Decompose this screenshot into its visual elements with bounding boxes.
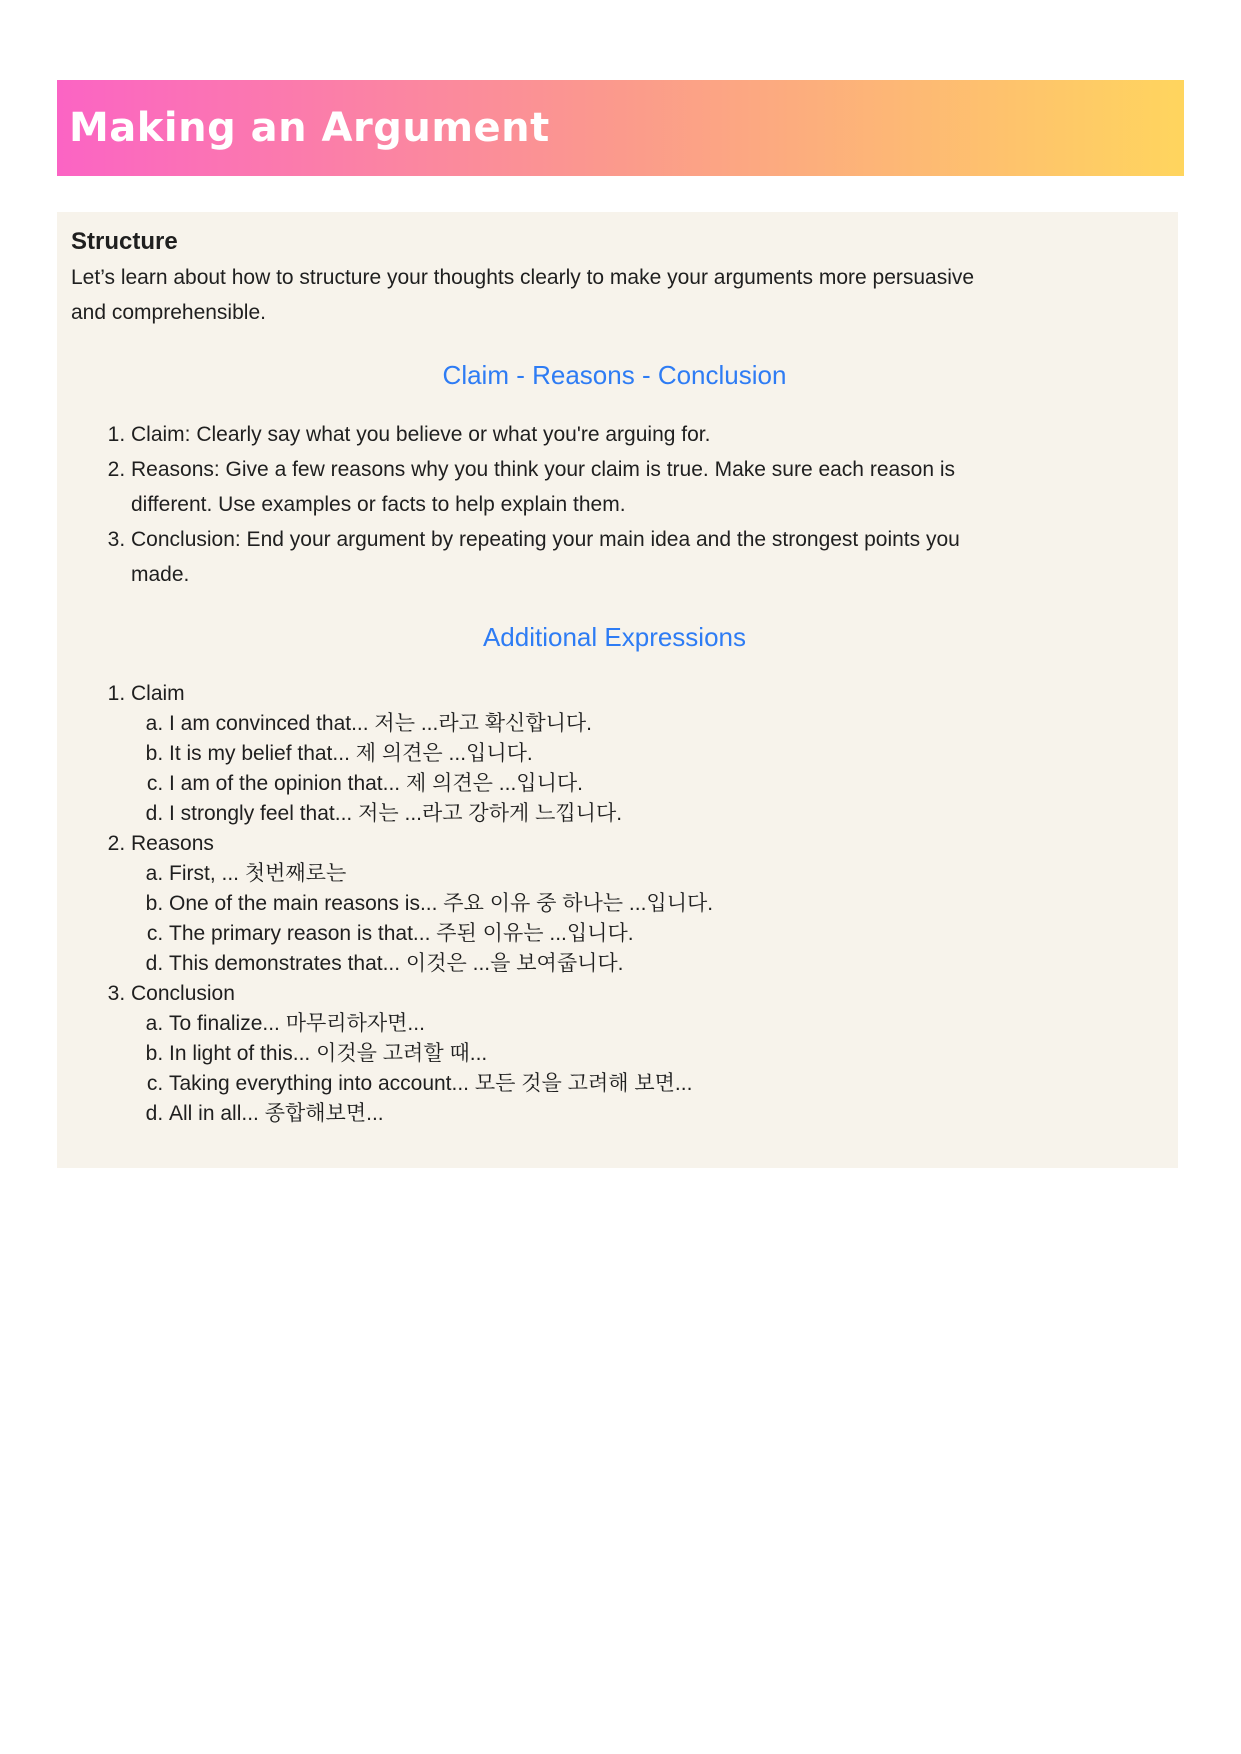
- expression-group-reasons: [131, 829, 1158, 979]
- expression-group-label: Claim: [131, 682, 185, 705]
- structure-step: 3. Conclusion: End your argument by repeating your main idea and the strongest points you made.: [131, 522, 976, 592]
- page-title: Making an Argument: [69, 105, 550, 151]
- expression-item: b. In light of this... 이것을 고려할 때...: [169, 1039, 1158, 1069]
- structure-steps-list: [71, 417, 1158, 592]
- expression-group-label: Conclusion: [131, 982, 235, 1005]
- claim-reasons-conclusion-heading: Claim - Reasons - Conclusion: [442, 360, 787, 390]
- expression-item: b. It is my belief that... 제 의견은 ...입니다.: [169, 739, 1158, 769]
- expression-item: d. This demonstrates that... 이것은 ...을 보여줍니다.: [169, 949, 1158, 979]
- expression-item: a. First, ... 첫번째로는: [169, 859, 1158, 889]
- structure-heading: Structure: [71, 228, 178, 255]
- expression-item: a. To finalize... 마무리하자면...: [169, 1009, 1158, 1039]
- structure-step: 2. Reasons: Give a few reasons why you think your claim is true. Make sure each reason is different. Use examples or facts to help explain them.: [131, 452, 976, 522]
- expression-item: c. Taking everything into account... 모든 것을 고려해 보면...: [169, 1069, 1158, 1099]
- reasons-expressions: [131, 859, 1158, 979]
- title-banner: [57, 80, 1184, 176]
- expression-item: c. The primary reason is that... 주된 이유는 ...입니다.: [169, 919, 1158, 949]
- additional-expressions-heading: Additional Expressions: [482, 622, 747, 652]
- claim-expressions: [131, 709, 1158, 829]
- expression-item: c. I am of the opinion that... 제 의견은 ...입니다.: [169, 769, 1158, 799]
- conclusion-expressions: [131, 1009, 1158, 1129]
- expression-group-conclusion: [131, 979, 1158, 1129]
- expression-item: b. One of the main reasons is... 주요 이유 중 하나는 ...입니다.: [169, 889, 1158, 919]
- structure-intro: Let’s learn about how to structure your thoughts clearly to make your arguments more persuasive and comprehensible.: [71, 266, 975, 324]
- expression-item: a. I am convinced that... 저는 ...라고 확신합니다.: [169, 709, 1158, 739]
- expression-group-label: Reasons: [131, 832, 214, 855]
- content-card: [57, 212, 1178, 1168]
- expression-group-claim: [131, 679, 1158, 829]
- expression-item: d. I strongly feel that... 저는 ...라고 강하게 느낍니다.: [169, 799, 1158, 829]
- structure-step: 1. Claim: Clearly say what you believe or what you're arguing for.: [131, 417, 976, 452]
- expression-item: d. All in all... 종합해보면...: [169, 1099, 1158, 1129]
- expressions-list: [71, 679, 1158, 1129]
